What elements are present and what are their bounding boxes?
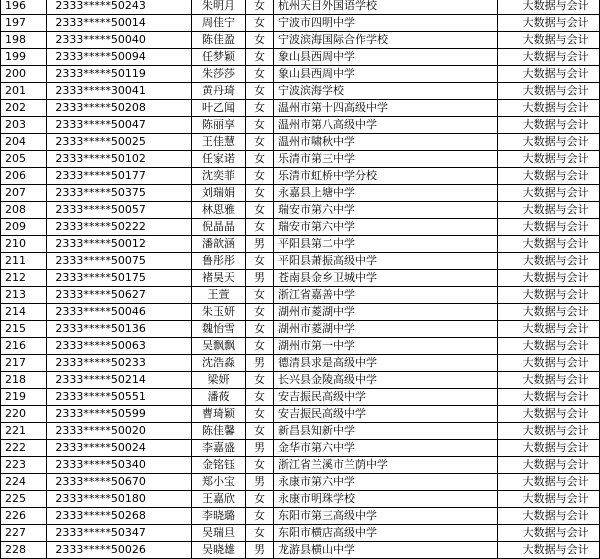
major-cell: 大数据与会计 xyxy=(498,168,600,185)
student-name-cell: 梁妍 xyxy=(192,372,246,389)
gender-cell: 女 xyxy=(245,491,273,508)
table-row xyxy=(1,100,600,117)
student-name-cell: 鲁彤彤 xyxy=(192,253,246,270)
school-cell: 宁波滨海学校 xyxy=(274,83,498,100)
row-number-cell: 223 xyxy=(1,457,47,474)
candidate-id-cell: 2333*****50214 xyxy=(47,372,192,389)
table-row xyxy=(1,287,600,304)
gender-cell: 男 xyxy=(245,270,273,287)
gender-cell: 女 xyxy=(245,525,273,542)
row-number-cell: 224 xyxy=(1,474,47,491)
major-cell: 大数据与会计 xyxy=(498,440,600,457)
table-row xyxy=(1,542,600,559)
school-cell: 新昌县知新中学 xyxy=(274,423,498,440)
gender-cell: 女 xyxy=(245,253,273,270)
row-number-cell: 203 xyxy=(1,117,47,134)
school-cell: 象山县西周中学 xyxy=(274,49,498,66)
table-row xyxy=(1,525,600,542)
table-row xyxy=(1,49,600,66)
school-cell: 浙江省兰溪市兰荫中学 xyxy=(274,457,498,474)
school-cell: 东阳市第三高级中学 xyxy=(274,508,498,525)
gender-cell: 女 xyxy=(245,202,273,219)
candidate-id-cell: 2333*****50180 xyxy=(47,491,192,508)
gender-cell: 女 xyxy=(245,338,273,355)
major-cell: 大数据与会计 xyxy=(498,202,600,219)
school-cell: 安吉振民高级中学 xyxy=(274,389,498,406)
candidate-id-cell: 2333*****50014 xyxy=(47,15,192,32)
student-name-cell: 潘歆涵 xyxy=(192,236,246,253)
major-cell: 大数据与会计 xyxy=(498,32,600,49)
table-row xyxy=(1,440,600,457)
table-row xyxy=(1,83,600,100)
student-name-cell: 郑小宝 xyxy=(192,474,246,491)
major-cell: 大数据与会计 xyxy=(498,406,600,423)
candidate-id-cell: 2333*****50175 xyxy=(47,270,192,287)
table-row xyxy=(1,389,600,406)
candidate-id-cell: 2333*****50020 xyxy=(47,423,192,440)
row-number-cell: 198 xyxy=(1,32,47,49)
school-cell: 湖州市菱湖中学 xyxy=(274,321,498,338)
gender-cell: 女 xyxy=(245,287,273,304)
school-cell: 龙游县横山中学 xyxy=(274,542,498,559)
student-name-cell: 倪晶晶 xyxy=(192,219,246,236)
school-cell: 杭州天目外国语学校 xyxy=(274,0,498,15)
school-cell: 平阳县第二中学 xyxy=(274,236,498,253)
candidate-id-cell: 2333*****50136 xyxy=(47,321,192,338)
major-cell: 大数据与会计 xyxy=(498,151,600,168)
row-number-cell: 204 xyxy=(1,134,47,151)
student-name-cell: 吴飘飘 xyxy=(192,338,246,355)
school-cell: 温州市第八高级中学 xyxy=(274,117,498,134)
candidate-id-cell: 2333*****50040 xyxy=(47,32,192,49)
table-row xyxy=(1,270,600,287)
major-cell: 大数据与会计 xyxy=(498,355,600,372)
candidate-id-cell: 2333*****50119 xyxy=(47,66,192,83)
major-cell: 大数据与会计 xyxy=(498,542,600,559)
major-cell: 大数据与会计 xyxy=(498,117,600,134)
student-name-cell: 任梦颖 xyxy=(192,49,246,66)
candidate-id-cell: 2333*****50375 xyxy=(47,185,192,202)
major-cell: 大数据与会计 xyxy=(498,372,600,389)
gender-cell: 女 xyxy=(245,389,273,406)
table-row xyxy=(1,253,600,270)
row-number-cell: 225 xyxy=(1,491,47,508)
student-name-cell: 陈佳盈 xyxy=(192,32,246,49)
table-row xyxy=(1,32,600,49)
candidate-id-cell: 2333*****50046 xyxy=(47,304,192,321)
candidate-id-cell: 2333*****50233 xyxy=(47,355,192,372)
table-row xyxy=(1,491,600,508)
major-cell: 大数据与会计 xyxy=(498,253,600,270)
row-number-cell: 209 xyxy=(1,219,47,236)
table-row xyxy=(1,202,600,219)
student-name-cell: 金铭钰 xyxy=(192,457,246,474)
school-cell: 温州市啸秋中学 xyxy=(274,134,498,151)
candidate-id-cell: 2333*****50024 xyxy=(47,440,192,457)
row-number-cell: 199 xyxy=(1,49,47,66)
row-number-cell: 206 xyxy=(1,168,47,185)
student-name-cell: 叶乙闻 xyxy=(192,100,246,117)
student-name-cell: 曹琦颖 xyxy=(192,406,246,423)
student-name-cell: 沈浩淼 xyxy=(192,355,246,372)
student-name-cell: 朱明月 xyxy=(192,0,246,15)
row-number-cell: 201 xyxy=(1,83,47,100)
row-number-cell: 210 xyxy=(1,236,47,253)
student-name-cell: 李嘉盛 xyxy=(192,440,246,457)
table-row xyxy=(1,0,600,15)
school-cell: 东阳市横店高级中学 xyxy=(274,525,498,542)
table-row xyxy=(1,355,600,372)
gender-cell: 女 xyxy=(245,304,273,321)
candidate-id-cell: 2333*****30041 xyxy=(47,83,192,100)
gender-cell: 男 xyxy=(245,474,273,491)
candidate-id-cell: 2333*****50551 xyxy=(47,389,192,406)
student-name-cell: 李晓璐 xyxy=(192,508,246,525)
candidate-id-cell: 2333*****50243 xyxy=(47,0,192,15)
gender-cell: 女 xyxy=(245,185,273,202)
student-name-cell: 周佳宁 xyxy=(192,15,246,32)
major-cell: 大数据与会计 xyxy=(498,457,600,474)
table-row xyxy=(1,66,600,83)
row-number-cell: 227 xyxy=(1,525,47,542)
student-name-cell: 刘瑞娟 xyxy=(192,185,246,202)
table-row xyxy=(1,15,600,32)
row-number-cell: 213 xyxy=(1,287,47,304)
school-cell: 安吉振民高级中学 xyxy=(274,406,498,423)
row-number-cell: 220 xyxy=(1,406,47,423)
major-cell: 大数据与会计 xyxy=(498,236,600,253)
student-name-cell: 陈佳馨 xyxy=(192,423,246,440)
major-cell: 大数据与会计 xyxy=(498,389,600,406)
student-name-cell: 褚昊天 xyxy=(192,270,246,287)
table-row xyxy=(1,134,600,151)
row-number-cell: 200 xyxy=(1,66,47,83)
row-number-cell: 226 xyxy=(1,508,47,525)
candidate-id-cell: 2333*****50075 xyxy=(47,253,192,270)
row-number-cell: 202 xyxy=(1,100,47,117)
gender-cell: 女 xyxy=(245,321,273,338)
candidate-id-cell: 2333*****50340 xyxy=(47,457,192,474)
school-cell: 瑞安市第六中学 xyxy=(274,202,498,219)
gender-cell: 女 xyxy=(245,134,273,151)
school-cell: 湖州市菱湖中学 xyxy=(274,304,498,321)
school-cell: 瑞安市第六中学 xyxy=(274,219,498,236)
student-name-cell: 沈奕菲 xyxy=(192,168,246,185)
table-row xyxy=(1,185,600,202)
table-row xyxy=(1,338,600,355)
candidate-id-cell: 2333*****50222 xyxy=(47,219,192,236)
candidate-id-cell: 2333*****50012 xyxy=(47,236,192,253)
candidate-id-cell: 2333*****50025 xyxy=(47,134,192,151)
gender-cell: 女 xyxy=(245,508,273,525)
row-number-cell: 218 xyxy=(1,372,47,389)
row-number-cell: 196 xyxy=(1,0,47,15)
row-number-cell: 222 xyxy=(1,440,47,457)
school-cell: 长兴县金陵高级中学 xyxy=(274,372,498,389)
table-row xyxy=(1,474,600,491)
school-cell: 平阳县萧振高级中学 xyxy=(274,253,498,270)
major-cell: 大数据与会计 xyxy=(498,491,600,508)
candidate-id-cell: 2333*****50063 xyxy=(47,338,192,355)
table-body xyxy=(1,0,600,559)
school-cell: 象山县西周中学 xyxy=(274,66,498,83)
gender-cell: 女 xyxy=(245,32,273,49)
candidate-id-cell: 2333*****50347 xyxy=(47,525,192,542)
school-cell: 宁波市四明中学 xyxy=(274,15,498,32)
major-cell: 大数据与会计 xyxy=(498,338,600,355)
candidate-id-cell: 2333*****50177 xyxy=(47,168,192,185)
table-row xyxy=(1,151,600,168)
school-cell: 永康市第六中学 xyxy=(274,474,498,491)
candidate-id-cell: 2333*****50208 xyxy=(47,100,192,117)
table-row xyxy=(1,304,600,321)
row-number-cell: 221 xyxy=(1,423,47,440)
major-cell: 大数据与会计 xyxy=(498,423,600,440)
major-cell: 大数据与会计 xyxy=(498,304,600,321)
major-cell: 大数据与会计 xyxy=(498,134,600,151)
student-name-cell: 王佳慧 xyxy=(192,134,246,151)
major-cell: 大数据与会计 xyxy=(498,287,600,304)
row-number-cell: 197 xyxy=(1,15,47,32)
gender-cell: 女 xyxy=(245,219,273,236)
school-cell: 苍南县金乡卫城中学 xyxy=(274,270,498,287)
row-number-cell: 212 xyxy=(1,270,47,287)
school-cell: 浙江省嘉善中学 xyxy=(274,287,498,304)
row-number-cell: 205 xyxy=(1,151,47,168)
table-row xyxy=(1,508,600,525)
row-number-cell: 215 xyxy=(1,321,47,338)
table-row xyxy=(1,168,600,185)
gender-cell: 女 xyxy=(245,49,273,66)
gender-cell: 女 xyxy=(245,100,273,117)
gender-cell: 男 xyxy=(245,440,273,457)
gender-cell: 女 xyxy=(245,15,273,32)
candidate-id-cell: 2333*****50057 xyxy=(47,202,192,219)
major-cell: 大数据与会计 xyxy=(498,219,600,236)
gender-cell: 女 xyxy=(245,457,273,474)
row-number-cell: 228 xyxy=(1,542,47,559)
gender-cell: 女 xyxy=(245,423,273,440)
student-name-cell: 朱莎莎 xyxy=(192,66,246,83)
student-name-cell: 王嘉欣 xyxy=(192,491,246,508)
student-name-cell: 潘莜 xyxy=(192,389,246,406)
major-cell: 大数据与会计 xyxy=(498,508,600,525)
row-number-cell: 208 xyxy=(1,202,47,219)
candidate-id-cell: 2333*****50094 xyxy=(47,49,192,66)
school-cell: 湖州市第一中学 xyxy=(274,338,498,355)
school-cell: 德清县求是高级中学 xyxy=(274,355,498,372)
school-cell: 永嘉县上塘中学 xyxy=(274,185,498,202)
candidate-id-cell: 2333*****50670 xyxy=(47,474,192,491)
major-cell: 大数据与会计 xyxy=(498,270,600,287)
row-number-cell: 207 xyxy=(1,185,47,202)
candidate-id-cell: 2333*****50102 xyxy=(47,151,192,168)
gender-cell: 女 xyxy=(245,117,273,134)
gender-cell: 女 xyxy=(245,83,273,100)
gender-cell: 女 xyxy=(245,0,273,15)
major-cell: 大数据与会计 xyxy=(498,525,600,542)
row-number-cell: 214 xyxy=(1,304,47,321)
row-number-cell: 219 xyxy=(1,389,47,406)
table-row xyxy=(1,457,600,474)
school-cell: 宁波滨海国际合作学校 xyxy=(274,32,498,49)
gender-cell: 女 xyxy=(245,151,273,168)
candidate-id-cell: 2333*****50268 xyxy=(47,508,192,525)
student-name-cell: 朱玉妍 xyxy=(192,304,246,321)
school-cell: 乐清市虹桥中学分校 xyxy=(274,168,498,185)
table-row xyxy=(1,117,600,134)
major-cell: 大数据与会计 xyxy=(498,83,600,100)
school-cell: 温州市第十四高级中学 xyxy=(274,100,498,117)
table-row xyxy=(1,372,600,389)
student-name-cell: 魏怡雪 xyxy=(192,321,246,338)
candidate-id-cell: 2333*****50026 xyxy=(47,542,192,559)
table-row xyxy=(1,321,600,338)
student-name-cell: 陈丽享 xyxy=(192,117,246,134)
major-cell: 大数据与会计 xyxy=(498,321,600,338)
school-cell: 永康市明珠学校 xyxy=(274,491,498,508)
table-row xyxy=(1,236,600,253)
major-cell: 大数据与会计 xyxy=(498,66,600,83)
gender-cell: 男 xyxy=(245,355,273,372)
gender-cell: 男 xyxy=(245,542,273,559)
gender-cell: 男 xyxy=(245,236,273,253)
row-number-cell: 216 xyxy=(1,338,47,355)
candidate-id-cell: 2333*****50627 xyxy=(47,287,192,304)
school-cell: 金华市第六中学 xyxy=(274,440,498,457)
major-cell: 大数据与会计 xyxy=(498,15,600,32)
table-row xyxy=(1,423,600,440)
gender-cell: 女 xyxy=(245,372,273,389)
row-number-cell: 217 xyxy=(1,355,47,372)
student-name-cell: 王萱 xyxy=(192,287,246,304)
gender-cell: 女 xyxy=(245,168,273,185)
major-cell: 大数据与会计 xyxy=(498,0,600,15)
student-name-cell: 吴晓雄 xyxy=(192,542,246,559)
major-cell: 大数据与会计 xyxy=(498,185,600,202)
student-name-cell: 黄丹琦 xyxy=(192,83,246,100)
table-row xyxy=(1,219,600,236)
student-name-cell: 吴瑞旦 xyxy=(192,525,246,542)
major-cell: 大数据与会计 xyxy=(498,474,600,491)
major-cell: 大数据与会计 xyxy=(498,100,600,117)
row-number-cell: 211 xyxy=(1,253,47,270)
candidate-id-cell: 2333*****50047 xyxy=(47,117,192,134)
student-name-cell: 林思雅 xyxy=(192,202,246,219)
candidate-id-cell: 2333*****50599 xyxy=(47,406,192,423)
gender-cell: 女 xyxy=(245,406,273,423)
table-row xyxy=(1,406,600,423)
major-cell: 大数据与会计 xyxy=(498,49,600,66)
gender-cell: 女 xyxy=(245,66,273,83)
school-cell: 乐清市第三中学 xyxy=(274,151,498,168)
student-name-cell: 任家诺 xyxy=(192,151,246,168)
